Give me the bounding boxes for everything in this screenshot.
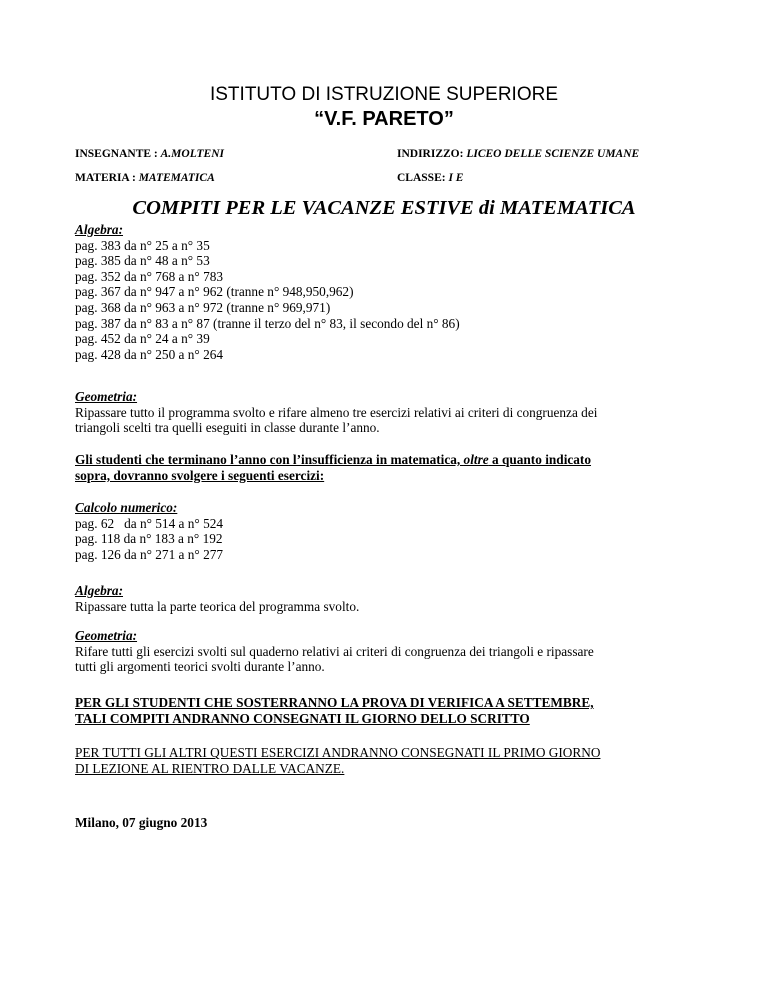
paragraph-line: Ripassare tutta la parte teorica del programma svolto. xyxy=(75,598,360,614)
paragraph-line: Rifare tutti gli esercizi svolti sul quaderno relativi ai criteri di congruenza dei triangoli e ripassare xyxy=(75,643,594,659)
class-field xyxy=(397,172,463,184)
geometria-heading: Geometria: xyxy=(75,389,138,404)
algebra2-heading: Algebra: xyxy=(75,583,124,598)
address-label: INDIRIZZO: xyxy=(397,148,464,160)
list-item: pag. 428 da n° 250 a n° 264 xyxy=(75,346,224,362)
class-label: CLASSE: xyxy=(397,172,446,184)
others-notice-line-1: PER TUTTI GLI ALTRI QUESTI ESERCIZI ANDRANNO CONSEGNATI IL PRIMO GIORNO xyxy=(75,745,601,760)
insufficienza-text-b: a quanto indicato xyxy=(488,452,592,467)
insufficienza-line-1 xyxy=(75,452,695,468)
september-notice-line-1: PER GLI STUDENTI CHE SOSTERRANNO LA PROVA DI VERIFICA A SETTEMBRE, xyxy=(75,695,594,710)
insufficienza-text-a: Gli studenti che terminano l’anno con l’insufficienza in matematica, xyxy=(75,452,464,467)
algebra2-section xyxy=(75,583,695,614)
school-title: “V.F. PARETO” xyxy=(314,108,454,130)
paragraph-line: Ripassare tutto il programma svolto e rifare almeno tre esercizi relativi ai criteri di congruenza dei xyxy=(75,404,598,420)
algebra-heading: Algebra: xyxy=(75,222,124,237)
list-item: pag. 118 da n° 183 a n° 192 xyxy=(75,531,223,547)
class-value: I E xyxy=(448,172,464,184)
list-item: pag. 452 da n° 24 a n° 39 xyxy=(75,331,210,347)
paragraph-line: triangoli scelti tra quelli eseguiti in classe durante l’anno. xyxy=(75,420,380,436)
insufficienza-line-2: sopra, dovranno svolgere i seguenti esercizi: xyxy=(75,467,325,483)
september-notice-line-2: TALI COMPITI ANDRANNO CONSEGNATI IL GIORNO DELLO SCRITTO xyxy=(75,710,530,726)
others-notice xyxy=(75,745,695,776)
paragraph-line: tutti gli argomenti teorici svolti durante l’anno. xyxy=(75,659,325,675)
calcolo-section xyxy=(75,500,695,562)
subject-label: MATERIA : xyxy=(75,172,136,184)
geometria-section xyxy=(75,389,695,436)
list-item: pag. 368 da n° 963 a n° 972 (tranne n° 969,971) xyxy=(75,299,331,315)
calcolo-heading: Calcolo numerico: xyxy=(75,500,178,515)
algebra-section xyxy=(75,222,695,362)
list-item: pag. 352 da n° 768 a n° 783 xyxy=(75,268,224,284)
list-item: pag. 383 da n° 25 a n° 35 xyxy=(75,237,210,253)
list-item: pag. 126 da n° 271 a n° 277 xyxy=(75,546,224,562)
address-value: LICEO DELLE SCIENZE UMANE xyxy=(466,148,640,160)
subject-field xyxy=(75,172,215,184)
others-notice-line-2: DI LEZIONE AL RIENTRO DALLE VACANZE. xyxy=(75,760,345,776)
list-item: pag. 385 da n° 48 a n° 53 xyxy=(75,253,210,269)
teacher-label: INSEGNANTE : xyxy=(75,148,158,160)
address-field xyxy=(397,148,639,160)
list-item: pag. 62 da n° 514 a n° 524 xyxy=(75,515,224,531)
insufficienza-oltre: oltre xyxy=(463,452,489,467)
teacher-value: A.MOLTENI xyxy=(160,148,225,160)
list-item: pag. 367 da n° 947 a n° 962 (tranne n° 948,950,962) xyxy=(75,284,354,300)
list-item: pag. 387 da n° 83 a n° 87 (tranne il terzo del n° 83, il secondo del n° 86) xyxy=(75,315,460,331)
document-title: COMPITI PER LE VACANZE ESTIVE di MATEMATICA xyxy=(132,197,636,219)
geometria2-section xyxy=(75,628,695,675)
school-name: ISTITUTO DI ISTRUZIONE SUPERIORE xyxy=(209,84,558,105)
teacher-field xyxy=(75,148,224,160)
date-signature: Milano, 07 giugno 2013 xyxy=(75,815,208,830)
september-notice xyxy=(75,695,695,726)
geometria2-heading: Geometria: xyxy=(75,628,138,643)
subject-value: MATEMATICA xyxy=(138,172,215,184)
insufficienza-notice xyxy=(75,452,695,483)
